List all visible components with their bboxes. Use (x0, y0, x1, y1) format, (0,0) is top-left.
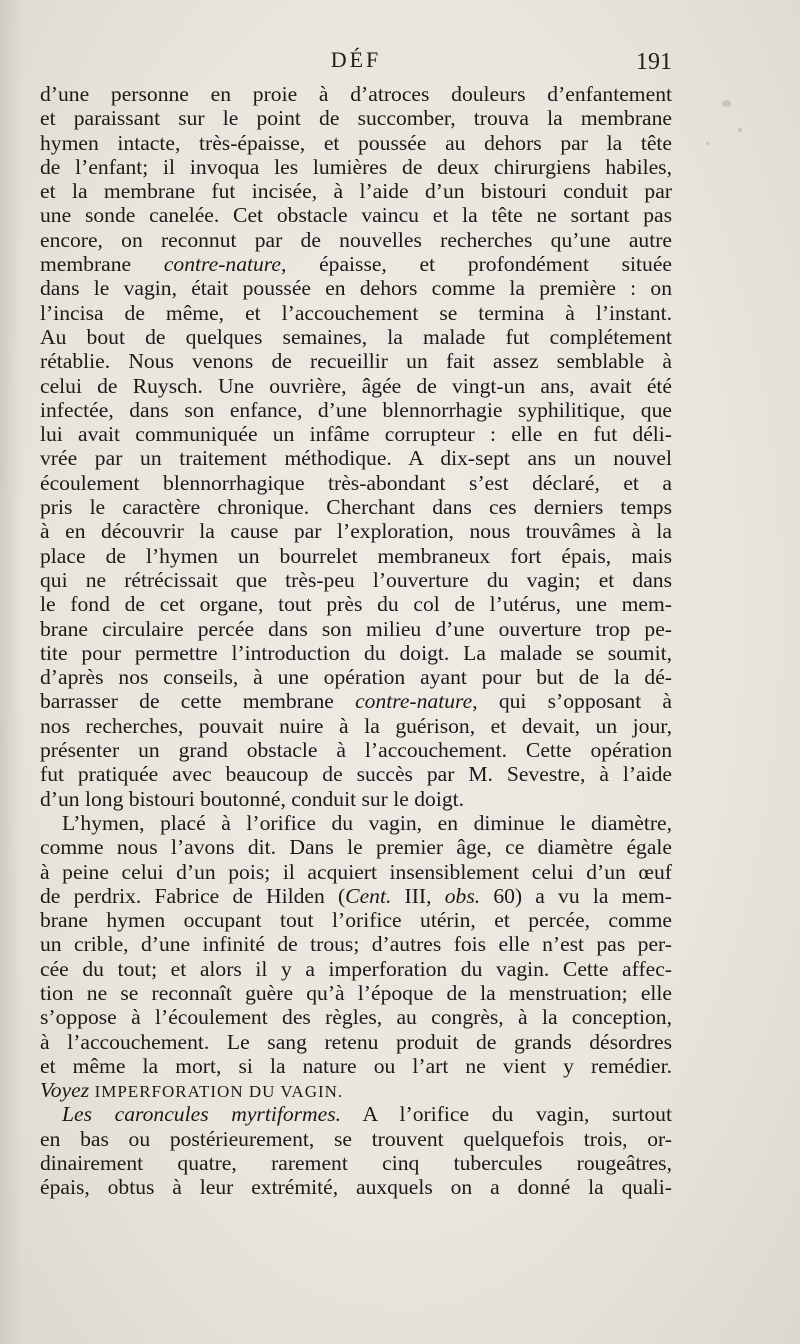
text-line (40, 1030, 672, 1054)
text-run: dinairement quatre, rarement cinq tubercules rougeâtres, (40, 1151, 672, 1176)
text-run: fut pratiquée avec beaucoup de succès par M. Sevestre, à l’aide (40, 762, 672, 787)
text-run: tion ne se reconnaît guère qu’à l’époque de la menstruation; elle (40, 980, 672, 1005)
text-run: à peine celui d’un pois; il acquiert insensiblement celui d’un œuf (40, 859, 672, 884)
text-line (40, 1054, 672, 1078)
text-line (40, 689, 672, 713)
text-run: écoulement blennorrhagique très-abondant s’est déclaré, et a (40, 470, 672, 495)
text-run: hymen intacte, très-épaisse, et poussée au dehors par la tête (40, 130, 672, 155)
text-run: et paraissant sur le point de succomber, trouva la membrane (40, 106, 672, 131)
text-line (40, 422, 672, 446)
text-line (40, 228, 672, 252)
body-text (40, 82, 672, 1200)
text-line (40, 568, 672, 592)
text-line (40, 203, 672, 227)
text-run: s’oppose à l’écoulement des règles, au congrès, à la conception, (40, 1005, 672, 1030)
text-line (40, 592, 672, 616)
page-header (40, 47, 672, 81)
text-run: qui ne rétrécissait que très-peu l’ouverture du vagin; et dans (40, 567, 672, 592)
text-line (40, 714, 672, 738)
text-line (40, 374, 672, 398)
text-line (40, 1127, 672, 1151)
text-run: L’hymen, placé à l’orifice du vagin, en diminue le diamètre, (62, 810, 672, 835)
paper-speck (722, 100, 731, 107)
text-run: nos recherches, pouvait nuire à la guérison, et devait, un jour, (40, 713, 672, 738)
text-line (40, 908, 672, 932)
text-run: le fond de cet organe, tout près du col de l’utérus, une mem- (40, 592, 672, 617)
text-run: , qui s’opposant à (472, 689, 672, 714)
text-run: une sonde canelée. Cet obstacle vaincu et la tête ne sortant pas (40, 203, 672, 228)
text-line (40, 932, 672, 956)
text-line (40, 398, 672, 422)
text-run: A l’orifice du vagin, surtout (341, 1102, 672, 1127)
text-line (40, 981, 672, 1005)
text-run: épais, obtus à leur extrémité, auxquels on a donné la quali- (40, 1175, 672, 1200)
text-line (40, 1102, 672, 1126)
text-run: tite pour permettre l’introduction du doigt. La malade se soumit, (40, 640, 672, 665)
text-line (40, 835, 672, 859)
text-line (40, 641, 672, 665)
text-line (40, 131, 672, 155)
text-line (40, 106, 672, 130)
italic-run: contre-nature (163, 252, 281, 277)
italic-run: Cent. (345, 883, 392, 908)
italic-run: contre-nature (355, 689, 473, 714)
text-line (40, 544, 672, 568)
text-line (40, 179, 672, 203)
text-line (40, 301, 672, 325)
text-line (40, 860, 672, 884)
italic-run: obs. (444, 883, 481, 908)
text-run: en bas ou postérieurement, se trouvent quelquefois trois, or- (40, 1126, 672, 1151)
small-caps-run: IMPERFORATION DU VAGIN. (94, 1082, 344, 1102)
text-line (40, 738, 672, 762)
text-run: encore, on reconnut par de nouvelles recherches qu’une autre (40, 227, 672, 252)
text-line (40, 957, 672, 981)
text-line (40, 1151, 672, 1175)
text-run: et même la mort, si la nature ou l’art ne vient y remédier. (40, 1053, 672, 1078)
text-run: , épaisse, et profondément située (280, 252, 672, 277)
text-line (40, 252, 672, 276)
text-run: membrane (40, 252, 164, 277)
text-line (40, 1078, 672, 1102)
text-run: 60) a vu la mem- (480, 883, 672, 908)
text-run: Au bout de quelques semaines, la malade fut complétement (40, 324, 672, 349)
paper-speck (738, 128, 742, 132)
paper-speck (706, 142, 709, 145)
text-run: à en découvrir la cause par l’exploration, nous trouvâmes à la (40, 519, 672, 544)
text-run: rétablie. Nous venons de recueillir un fait assez semblable à (40, 349, 672, 374)
running-head: DÉF (330, 47, 382, 72)
text-run: à l’accouchement. Le sang retenu produit de grands désordres (40, 1029, 672, 1054)
text-run: celui de Ruysch. Une ouvrière, âgée de vingt-un ans, avait été (40, 373, 672, 398)
text-run: l’incisa de même, et l’accouchement se termina à l’instant. (40, 300, 672, 325)
text-run: et la membrane fut incisée, à l’aide d’un bistouri conduit par (40, 179, 672, 204)
text-line (40, 82, 672, 106)
text-line (40, 884, 672, 908)
text-line (40, 276, 672, 300)
text-run: brane circulaire percée dans son milieu d’une ouverture trop pe- (40, 616, 672, 641)
text-run: dans le vagin, était poussée en dehors comme la première : on (40, 276, 672, 301)
text-run: d’après nos conseils, à une opération ayant pour but de la dé- (40, 665, 672, 690)
text-run: de perdrix. Fabrice de Hilden ( (40, 883, 346, 908)
page-number: 191 (636, 49, 672, 75)
text-line (40, 446, 672, 470)
text-line (40, 495, 672, 519)
text-line (40, 811, 672, 835)
text-line (40, 325, 672, 349)
page-gutter-shadow (0, 0, 22, 1344)
text-run: place de l’hymen un bourrelet membraneux fort épais, mais (40, 543, 672, 568)
text-run: un crible, d’une infinité de trous; d’autres fois elle n’est pas per- (40, 932, 672, 957)
text-line (40, 519, 672, 543)
text-run: d’un long bistouri boutonné, conduit sur le doigt. (40, 786, 465, 811)
text-run: d’une personne en proie à d’atroces douleurs d’enfantement (40, 82, 672, 106)
italic-run: Les caroncules myrtiformes. (62, 1102, 342, 1127)
text-run: présenter un grand obstacle à l’accouchement. Cette opération (40, 738, 672, 763)
text-run: barrasser de cette membrane (40, 689, 356, 714)
text-line (40, 1005, 672, 1029)
text-line (40, 665, 672, 689)
text-run: de l’enfant; il invoqua les lumières de deux chirurgiens habiles, (40, 154, 672, 179)
text-line (40, 155, 672, 179)
text-run: brane hymen occupant tout l’orifice utérin, et percée, comme (40, 908, 672, 933)
text-run: cée du tout; et alors il y a imperforation du vagin. Cette affec- (40, 956, 672, 981)
text-run: lui avait communiquée un infâme corrupteur : elle en fut déli- (40, 422, 672, 447)
text-line (40, 787, 672, 811)
text-run: pris le caractère chronique. Cherchant dans ces derniers temps (40, 495, 672, 520)
text-line (40, 349, 672, 373)
italic-run: Voyez (40, 1078, 90, 1103)
text-line (40, 471, 672, 495)
text-run: comme nous l’avons dit. Dans le premier âge, ce diamètre égale (40, 835, 672, 860)
text-line (40, 1175, 672, 1199)
text-run: infectée, dans son enfance, d’une blennorrhagie syphilitique, que (40, 397, 672, 422)
text-run: vrée par un traitement méthodique. A dix-sept ans un nouvel (40, 446, 672, 471)
text-run: III, (391, 883, 445, 908)
text-line (40, 762, 672, 786)
text-line (40, 617, 672, 641)
